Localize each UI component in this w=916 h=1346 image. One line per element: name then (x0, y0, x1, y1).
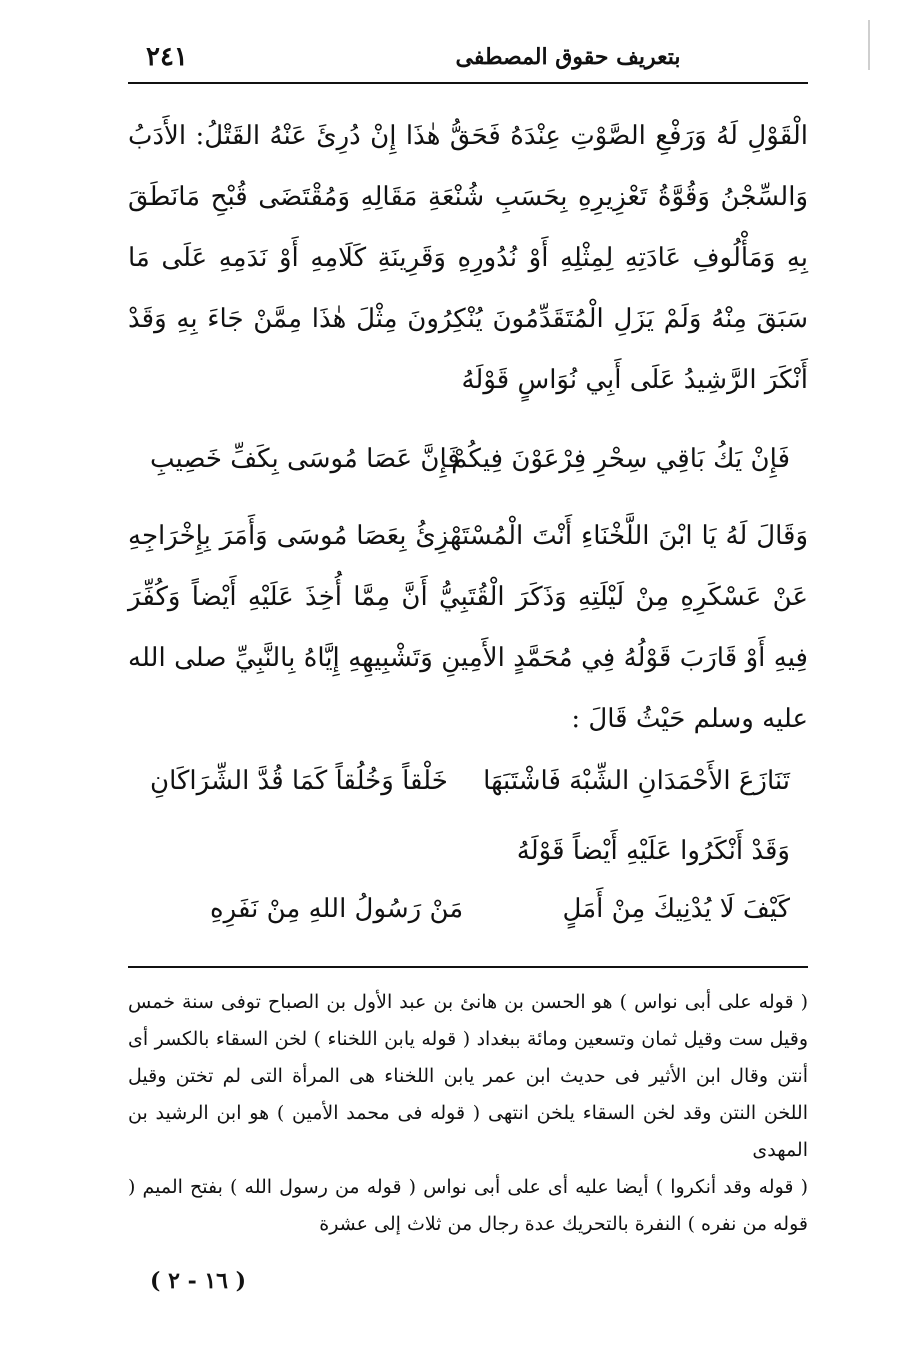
verse-1-second-hemistich: فَإِنَّ عَصَا مُوسَى بِكَفِّ خَصِيبِ (150, 444, 460, 474)
footnote-2: ( قوله وقد أنكروا ) أيضا عليه أى على أبى نواس ( قوله من رسول الله ) بفتح الميم ( قوله من نفره ) النفرة بالتحريك عدة رجال من ثلاث إلى عشرة (128, 1176, 808, 1235)
verse-2-first-hemistich: تَنَازَعَ الأَحْمَدَانِ الشِّبْهَ فَاشْتَبَهَا (483, 766, 790, 796)
verse-3-first-hemistich: كَيْفَ لَا يُدْنِيكَ مِنْ أَمَلٍ (562, 894, 790, 924)
footnote-1: ( قوله على أبى نواس ) هو الحسن بن هانئ بن عبد الأول بن الصباح توفى سنة خمس وقيل ست وقيل ثمان وتسعين ومائة ببغداد ( قوله يابن اللخناء ) لخن السقاء بالكسر أى أنتن وقال ابن الأثير فى حديث ابن عمر يابن اللخناء هى المرأة التى لم تختن وقيل اللخن النتن وقد لخن السقاء يلخن انتهى ( قوله فى محمد الأمين ) هو ابن الرشيد بن المهدى (128, 991, 808, 1161)
paragraph-1: الْقَوْلِ لَهُ وَرَفْعِ الصَّوْتِ عِنْدَهُ فَحَقُّ هٰذَا إِنْ دُرِئَ عَنْهُ القَتْلُ: الأَدَبُ وَالسِّجْنُ وَقُوَّةُ تَعْزِيرِهِ بِحَسَبِ شُنْعَةِ مَقَالِهِ وَمُقْتَضَى قُبْحِ مَانَطَقَ بِهِ وَمَأْلُوفِ عَادَتِهِ لِمِثْلِهِ أَوْ نُدُورِهِ وَقَرِينَةِ كَلَامِهِ أَوْ نَدَمِهِ عَلَى مَا سَبَقَ مِنْهُ وَلَمْ يَزَلِ الْمُتَقَدِّمُونَ يُنْكِرُونَ مِثْلَ هٰذَا مِمَّنْ جَاءَ بِهِ وَقَدْ أَنْكَرَ الرَّشِيدُ عَلَى أَبِي نُوَاسٍ قَوْلَهُ (128, 121, 808, 395)
paragraph-2: وَقَالَ لَهُ يَا ابْنَ اللَّخْنَاءِ أَنْتَ الْمُسْتَهْزِئُ بِعَصَا مُوسَى وَأَمَرَ بِإِخْرَاجِهِ عَنْ عَسْكَرِهِ مِنْ لَيْلَتِهِ وَذَكَرَ الْقُتَبِيُّ أَنَّ مِمَّا أُخِذَ عَلَيْهِ أَيْضاً وَكُفِّرَ فِيهِ أَوْ قَارَبَ قَوْلُهُ فِي مُحَمَّدٍ الأَمِينِ وَتَشْبِيهِهِ إِيَّاهُ بِالنَّبِيِّ صلى الله عليه وسلم حَيْثُ قَالَ : (128, 521, 808, 734)
running-title: بتعريف حقوق المصطفى (455, 44, 681, 70)
verse-3 (150, 894, 790, 944)
verse-2 (150, 766, 790, 816)
page-number: ٢٤١ (146, 42, 188, 72)
scan-margin-mark (868, 20, 870, 70)
main-text (128, 106, 808, 411)
line-before-verse-3: وَقَدْ أَنْكَرُوا عَلَيْهِ أَيْضاً قَوْلَهُ (516, 836, 790, 866)
footnotes (128, 984, 808, 1243)
page-header (128, 38, 808, 84)
verse-1-first-hemistich: فَإِنْ يَكُ بَاقِي سِحْرِ فِرْعَوْنَ فِيكُمْ (451, 444, 790, 474)
main-text-2 (128, 506, 808, 750)
printer-signature: ( ١٦ - ٢ ) (150, 1268, 247, 1294)
verse-1 (150, 444, 790, 494)
verse-3-second-hemistich: مَنْ رَسُولُ اللهِ مِنْ نَفَرِهِ (210, 894, 464, 924)
footnote-separator (128, 966, 808, 968)
verse-2-second-hemistich: خَلْقاً وَخُلُقاً كَمَا قُدَّ الشِّرَاكَانِ (150, 766, 448, 796)
